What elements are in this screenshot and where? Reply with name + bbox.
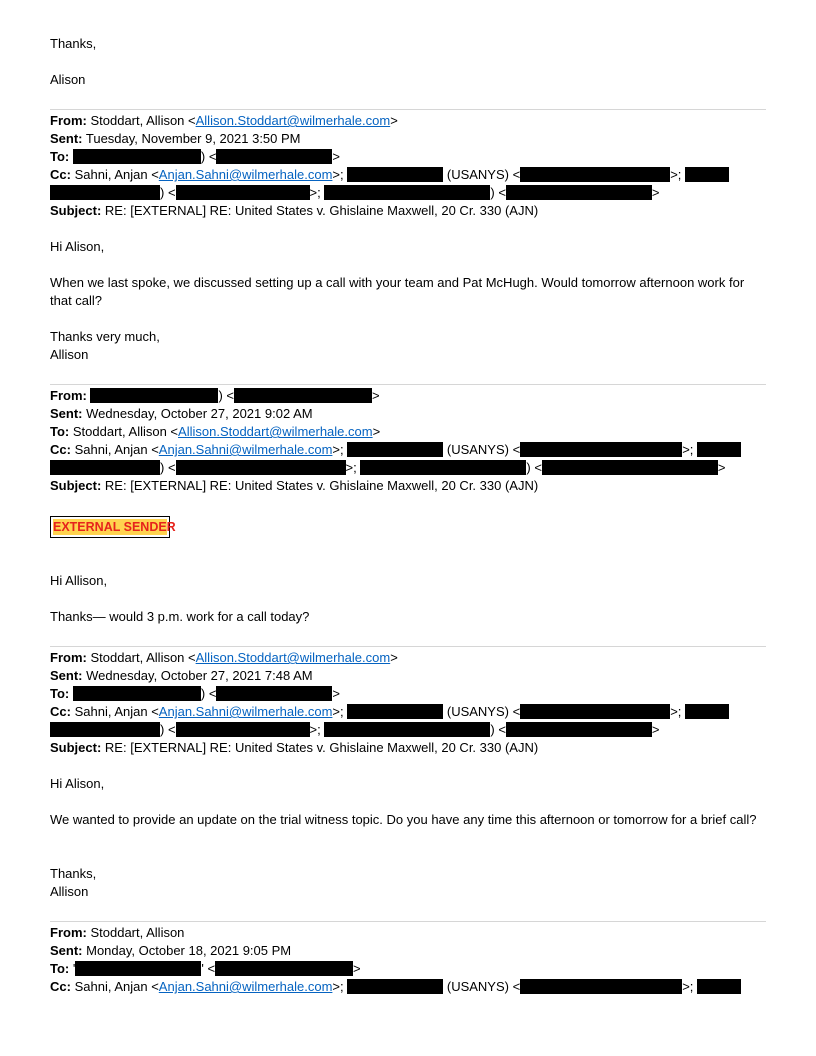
redaction-box — [360, 460, 526, 475]
from-label: From: — [50, 650, 87, 665]
from-name: Stoddart, Allison — [90, 925, 185, 940]
from-email-link[interactable]: Allison.Stoddart@wilmerhale.com — [195, 113, 391, 128]
redaction-box — [72, 961, 201, 976]
redaction-box — [347, 442, 443, 457]
email2-to-line — [50, 423, 380, 441]
redaction-box — [176, 722, 310, 737]
redaction-box — [520, 979, 682, 994]
sent-label: Sent: — [50, 668, 83, 683]
punct: ) < — [490, 185, 506, 200]
subject-text: RE: [EXTERNAL] RE: United States v. Ghislaine Maxwell, 20 Cr. 330 (AJN) — [104, 203, 539, 218]
redaction-box — [347, 704, 443, 719]
redaction-box — [216, 149, 332, 164]
subject-text: RE: [EXTERNAL] RE: United States v. Ghislaine Maxwell, 20 Cr. 330 (AJN) — [104, 478, 539, 493]
email2-from-line — [50, 387, 380, 405]
sent-date: Tuesday, November 9, 2021 3:50 PM — [85, 131, 301, 146]
punct: >; — [670, 704, 686, 719]
cc-label: Cc: — [50, 979, 71, 994]
cc-label: Cc: — [50, 167, 71, 182]
punct: ' < — [201, 961, 216, 976]
usanys-text: (USANYS) < — [446, 442, 521, 457]
cc-name: Sahni, Anjan < — [74, 704, 159, 719]
from-email-link[interactable]: Allison.Stoddart@wilmerhale.com — [195, 650, 391, 665]
redaction-box — [90, 388, 218, 403]
email1-from-line — [50, 112, 398, 130]
punct: > — [390, 650, 398, 665]
punct: ) < — [160, 185, 176, 200]
email1-signature: Allison — [50, 347, 89, 362]
punct: > — [372, 388, 380, 403]
cc-name: Sahni, Anjan < — [74, 979, 159, 994]
email2-body: Thanks— would 3 p.m. work for a call today? — [50, 609, 310, 624]
email1-cc-line — [50, 166, 729, 184]
punct: >; — [345, 460, 361, 475]
email1-to-line — [50, 148, 340, 166]
email2-cc-line-2 — [50, 459, 726, 477]
redaction-box — [176, 460, 346, 475]
redaction-box — [685, 704, 729, 719]
email3-sent-line — [50, 667, 313, 685]
punct: ) < — [218, 388, 235, 403]
email2-subject-line — [50, 477, 538, 495]
redaction-box — [506, 185, 652, 200]
to-email-link[interactable]: Allison.Stoddart@wilmerhale.com — [178, 424, 373, 439]
email1-cc-line-2 — [50, 184, 660, 202]
punct: >; — [682, 979, 698, 994]
email1-body: When we last spoke, we discussed setting up a call with your team and Pat McHugh. Would tomorrow afternoon work for that call? — [50, 275, 745, 308]
redaction-box — [506, 722, 652, 737]
email4-to-line — [50, 960, 361, 978]
punct: >; — [332, 979, 348, 994]
sent-date: Wednesday, October 27, 2021 7:48 AM — [86, 668, 313, 683]
redaction-box — [542, 460, 718, 475]
cc-email-link[interactable]: Anjan.Sahni@wilmerhale.com — [158, 704, 333, 719]
redaction-box — [347, 167, 443, 182]
punct: >; — [682, 442, 698, 457]
signoff-thanks: Thanks, — [50, 36, 97, 51]
sent-label: Sent: — [50, 943, 83, 958]
email4-sent-line — [50, 942, 291, 960]
redaction-box — [50, 722, 160, 737]
punct: ) < — [200, 149, 217, 164]
punct: > — [353, 961, 361, 976]
cc-name: Sahni, Anjan < — [74, 442, 159, 457]
redaction-box — [685, 167, 729, 182]
usanys-text: (USANYS) < — [446, 704, 521, 719]
email3-cc-line-2 — [50, 721, 660, 739]
punct: ) < — [526, 460, 542, 475]
punct: ) < — [490, 722, 506, 737]
email2-sent-line — [50, 405, 313, 423]
redaction-box — [347, 979, 443, 994]
punct: >; — [332, 167, 348, 182]
email1-greeting: Hi Alison, — [50, 239, 105, 254]
to-label: To: — [50, 149, 70, 164]
email3-greeting: Hi Alison, — [50, 776, 105, 791]
email1-subject-line — [50, 202, 538, 220]
email2-greeting: Hi Allison, — [50, 573, 108, 588]
redaction-box — [176, 185, 310, 200]
punct: > — [717, 460, 726, 475]
email2-cc-line — [50, 441, 741, 459]
sent-date: Wednesday, October 27, 2021 9:02 AM — [86, 406, 313, 421]
email4-cc-line — [50, 978, 741, 996]
redaction-box — [234, 388, 372, 403]
from-name: Stoddart, Allison < — [90, 113, 196, 128]
punct: > — [332, 149, 341, 164]
signoff-name: Alison — [50, 72, 86, 87]
from-label: From: — [50, 388, 87, 403]
redaction-box — [324, 185, 490, 200]
redaction-box — [520, 442, 682, 457]
from-label: From: — [50, 113, 87, 128]
subject-text: RE: [EXTERNAL] RE: United States v. Ghislaine Maxwell, 20 Cr. 330 (AJN) — [104, 740, 539, 755]
punct: >; — [332, 442, 348, 457]
email3-signature: Allison — [50, 884, 89, 899]
punct: >; — [309, 722, 325, 737]
sent-label: Sent: — [50, 131, 83, 146]
punct: > — [332, 686, 341, 701]
sent-date: Monday, October 18, 2021 9:05 PM — [86, 943, 292, 958]
from-name: Stoddart, Allison < — [90, 650, 196, 665]
external-sender-badge — [50, 516, 176, 538]
redaction-box — [520, 704, 670, 719]
subject-label: Subject: — [50, 203, 102, 218]
email3-cc-line — [50, 703, 729, 721]
email1-sent-line — [50, 130, 301, 148]
redaction-box — [73, 149, 201, 164]
to-name: Stoddart, Allison < — [72, 424, 179, 439]
redaction-box — [73, 686, 201, 701]
subject-label: Subject: — [50, 740, 102, 755]
punct: > — [390, 113, 398, 128]
redaction-box — [697, 442, 741, 457]
usanys-text: (USANYS) < — [446, 979, 521, 994]
redaction-box — [520, 167, 670, 182]
punct: ) < — [160, 460, 176, 475]
email1-closing: Thanks very much, — [50, 329, 160, 344]
punct: ' — [72, 961, 76, 976]
external-sender-label: EXTERNAL SENDER — [53, 520, 176, 534]
email3-subject-line — [50, 739, 538, 757]
redaction-box — [50, 460, 160, 475]
punct: ) < — [160, 722, 176, 737]
email3-body: We wanted to provide an update on the trial witness topic. Do you have any time this afternoon or tomorrow for a brief call? — [50, 812, 757, 827]
email3-from-line — [50, 649, 398, 667]
subject-label: Subject: — [50, 478, 102, 493]
redaction-box — [697, 979, 741, 994]
cc-email-link[interactable]: Anjan.Sahni@wilmerhale.com — [158, 979, 333, 994]
redaction-box — [216, 686, 332, 701]
redaction-box — [324, 722, 490, 737]
punct: >; — [670, 167, 686, 182]
email3-closing: Thanks, — [50, 866, 97, 881]
email-separator — [50, 921, 766, 922]
usanys-text: (USANYS) < — [446, 167, 521, 182]
punct: >; — [309, 185, 325, 200]
punct: > — [372, 424, 381, 439]
cc-email-link[interactable]: Anjan.Sahni@wilmerhale.com — [158, 167, 333, 182]
email4-from-line — [50, 924, 184, 942]
email3-to-line — [50, 685, 340, 703]
cc-name: Sahni, Anjan < — [74, 167, 159, 182]
to-label: To: — [50, 424, 70, 439]
punct: > — [651, 185, 660, 200]
redaction-box — [50, 185, 160, 200]
cc-label: Cc: — [50, 442, 71, 457]
redaction-box — [215, 961, 353, 976]
to-label: To: — [50, 686, 70, 701]
sent-label: Sent: — [50, 406, 83, 421]
email-separator — [50, 646, 766, 647]
cc-email-link[interactable]: Anjan.Sahni@wilmerhale.com — [158, 442, 333, 457]
from-label: From: — [50, 925, 87, 940]
email-separator — [50, 109, 766, 110]
cc-label: Cc: — [50, 704, 71, 719]
to-label: To: — [50, 961, 70, 976]
punct: >; — [332, 704, 348, 719]
email-separator — [50, 384, 766, 385]
punct: > — [651, 722, 660, 737]
punct: ) < — [200, 686, 217, 701]
